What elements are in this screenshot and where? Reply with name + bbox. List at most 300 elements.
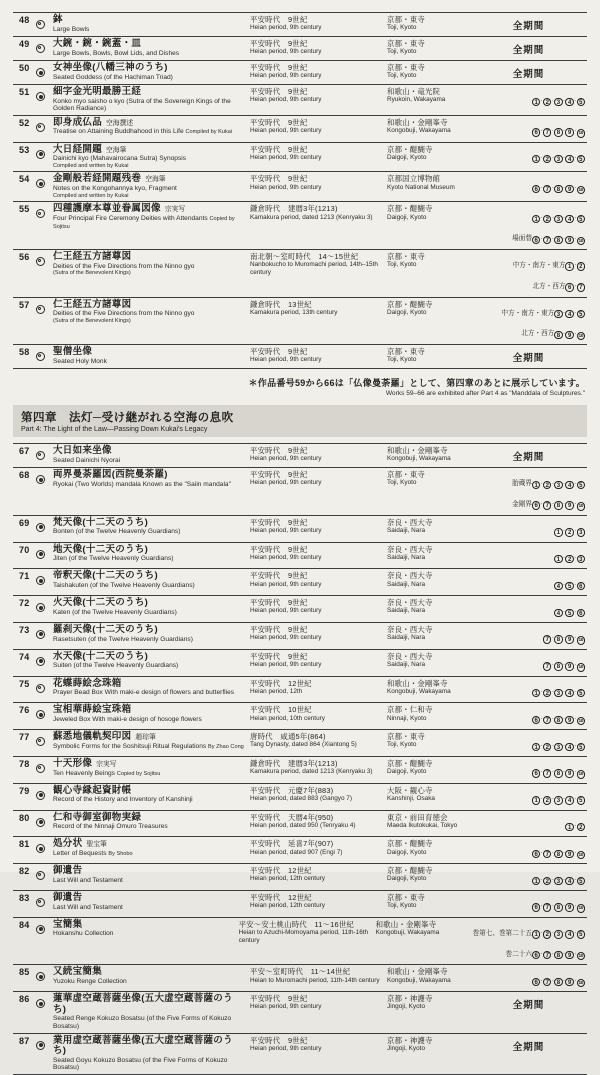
period-jp: 平安時代 9世紀 <box>250 117 308 127</box>
circled-number-6: 6 <box>532 128 540 136</box>
designation-mark-icon <box>36 920 53 939</box>
circle-mark-icon <box>36 550 45 559</box>
location-en: Kyoto National Museum <box>387 183 455 191</box>
circle-mark-icon <box>36 764 45 773</box>
designation-mark-icon <box>36 732 53 751</box>
circled-number-2: 2 <box>565 555 573 563</box>
circle-mark-icon <box>36 737 45 746</box>
period-column <box>250 813 387 830</box>
catalog-row <box>13 890 587 917</box>
catalog-row <box>13 249 587 297</box>
item-title-jp: 帝釈天像(十二天のうち) <box>53 570 158 582</box>
item-number: 87 <box>19 1035 30 1046</box>
designation-mark-icon <box>36 446 53 465</box>
item-title-note-en: Copied by Sojitsu <box>53 216 235 230</box>
circled-number-10: 10 <box>578 665 584 671</box>
item-title-block <box>53 204 250 230</box>
period-column <box>250 446 387 463</box>
exhibition-prefix: 胎蔵界 <box>512 480 532 488</box>
exhibition-prefix: 北方・西方 <box>521 330 555 338</box>
item-title-jp: 女神坐像(八幡三神のうち) <box>53 62 168 73</box>
location-jp: 京都・醍醐寺 <box>387 299 433 309</box>
period-jp: 鎌倉時代 建暦3年(1213) <box>250 204 338 214</box>
exhibition-period-line: 北方・西方 8 · 9 · 10 <box>521 330 584 339</box>
exhibition-period-line: 巻第七、巻第二十五 1 · 2 · 3 · 4 · 5 <box>473 921 585 942</box>
location-jp: 奈良・西大寺 <box>387 598 433 608</box>
period-column <box>250 15 387 32</box>
circled-number-6: 6 <box>577 609 585 617</box>
circled-number-1: 1 <box>532 689 540 697</box>
period-column <box>250 470 387 487</box>
circled-number-2: 2 <box>577 823 585 831</box>
exhibition-periods <box>484 300 587 343</box>
exhibition-periods <box>484 571 587 593</box>
location-jp: 京都国立博物館 <box>387 174 441 184</box>
circle-mark-icon <box>36 630 45 639</box>
catalog-row <box>13 836 587 863</box>
period-jp: 平安時代 9世紀 <box>250 651 308 661</box>
circle-mark-icon <box>36 898 45 907</box>
period-en: Heian period, 12th <box>250 687 303 695</box>
period-column <box>250 994 387 1011</box>
circled-number-10: 10 <box>578 333 584 339</box>
circled-number-1: 1 <box>532 877 540 885</box>
circled-number-3: 3 <box>554 481 562 489</box>
period-jp: 平安時代 9世紀 <box>250 15 308 24</box>
location-column <box>387 15 484 32</box>
item-title-annotation-jp: 空海筆 <box>145 176 166 184</box>
location-en: Kongobuji, Wakayama <box>387 687 451 695</box>
period-jp: 平安時代 9世紀 <box>250 446 308 456</box>
exhibition-period-line: 6 · 7 · 8 · 9 · 10 <box>484 706 585 727</box>
item-number: 55 <box>19 204 30 215</box>
catalog-row <box>13 142 587 172</box>
item-title-en: Treatise on Attaining Buddhahood in this Life <box>53 128 184 136</box>
circled-number-4: 4 <box>565 155 573 163</box>
exhibition-all-periods-label: 全期間 <box>512 353 545 365</box>
circled-number-9: 9 <box>565 128 573 136</box>
item-title-en: Seated Goyu Kokuzo Bosatsu (of the Five Forms of Kokuzo Bosatsu) <box>53 1056 228 1072</box>
period-column <box>250 652 387 669</box>
location-jp: 京都・醍醐寺 <box>387 866 433 876</box>
location-column <box>387 87 484 104</box>
period-column <box>250 866 387 883</box>
exhibition-all-periods-label: 全期間 <box>512 452 545 464</box>
period-en: Tang Dynasty, dated 864 (Xiantong 5) <box>250 741 357 749</box>
item-number: 71 <box>19 571 30 582</box>
exhibition-periods <box>484 252 587 295</box>
circle-mark-icon <box>36 818 45 827</box>
period-en: Kamakura period, dated 1213 (Kenryaku 3) <box>250 213 373 221</box>
designation-mark-icon <box>36 571 53 590</box>
circled-number-8: 8 <box>554 903 562 911</box>
location-column <box>387 679 484 696</box>
catalog-row <box>13 676 587 703</box>
location-column <box>387 63 484 80</box>
item-number: 86 <box>19 994 30 1005</box>
exhibition-periods <box>484 87 587 109</box>
circle-mark-icon <box>36 475 45 484</box>
period-en: Heian to Azuchi-Momoyama period, 11th-16th century <box>238 928 369 944</box>
designation-mark-icon <box>36 598 53 617</box>
exhibition-periods <box>484 893 587 915</box>
item-title-jp: 大鋺・鋺・鋺蓋・皿 <box>53 38 142 49</box>
period-en: Heian period, 12th century <box>250 875 325 883</box>
item-number: 74 <box>19 651 30 662</box>
item-title-annotation-jp: 宗実写 <box>96 760 117 768</box>
circled-number-10: 10 <box>578 504 584 510</box>
item-title-annotation-jp: 宗実写 <box>164 206 186 214</box>
circled-number-2: 2 <box>543 215 551 223</box>
period-en: Heian period, 9th century <box>250 96 322 104</box>
item-title-en: Prayer Bead Box With maki-e design of flowers and butterflies <box>53 689 235 697</box>
catalog-row <box>13 702 587 729</box>
circled-number-10: 10 <box>578 638 584 644</box>
circled-number-5: 5 <box>577 743 585 751</box>
circled-number-7: 7 <box>543 236 551 244</box>
designation-mark-icon <box>36 145 53 164</box>
location-jp: 奈良・西大寺 <box>387 517 433 527</box>
circled-number-4: 4 <box>565 877 573 885</box>
circled-number-1: 1 <box>565 823 573 831</box>
location-column <box>387 571 484 588</box>
circled-number-2: 2 <box>543 98 551 106</box>
period-column <box>250 87 387 104</box>
circled-number-1: 1 <box>554 528 562 536</box>
circled-number-6: 6 <box>532 716 540 724</box>
item-number: 72 <box>19 598 30 609</box>
catalog-row <box>13 171 587 201</box>
circled-number-9: 9 <box>565 236 573 244</box>
item-title-block <box>53 446 250 464</box>
catalog-row <box>13 622 587 649</box>
circled-number-8: 8 <box>554 128 562 136</box>
location-jp: 京都・東寺 <box>387 892 425 902</box>
circled-number-4: 4 <box>565 215 573 223</box>
location-column <box>387 967 484 984</box>
item-title-en: Suiten (of the Twelve Heavenly Guardians) <box>53 662 179 670</box>
item-number: 67 <box>19 446 30 457</box>
item-title-block <box>53 598 250 616</box>
exhibition-period-line: 1 · 2 · 3 · 4 · 5 <box>484 787 585 808</box>
location-en: Saidaiji, Nara <box>387 634 426 642</box>
item-title-block <box>53 145 250 170</box>
item-title-block <box>53 174 250 199</box>
exhibition-prefix: 巻二十六 <box>505 950 532 958</box>
exhibition-period-line: 胎蔵界 1 · 2 · 3 · 4 · 5 <box>484 471 585 492</box>
period-jp: 平安時代 9世紀 <box>250 87 308 96</box>
item-title-jp: 宝相華蒔絵宝珠箱 <box>53 704 132 716</box>
catalog-row <box>13 515 587 542</box>
circle-mark-icon <box>36 123 45 132</box>
item-number: 49 <box>19 39 30 49</box>
exhibition-period-line: 4 · 5 · 6 <box>484 572 585 593</box>
circle-mark-icon <box>36 209 45 218</box>
item-title-jp: 地天像(十二天のうち) <box>53 543 149 555</box>
catalog-row <box>13 991 587 1032</box>
exhibition-periods <box>484 545 587 567</box>
circled-number-1: 1 <box>532 796 540 804</box>
location-en: Saidaiji, Nara <box>387 527 426 535</box>
item-title-en: Deities of the Five Directions from the Ninno gyo <box>53 310 195 318</box>
item-title-line3: Compiled and written by Kukai <box>53 162 129 169</box>
circled-number-9: 9 <box>565 716 573 724</box>
location-column <box>387 300 484 317</box>
period-column <box>250 571 387 588</box>
circled-number-6: 6 <box>565 283 573 291</box>
period-jp: 南北朝～室町時代 14～15世紀 <box>250 251 359 261</box>
designation-mark-icon <box>36 545 53 564</box>
location-column <box>387 174 484 191</box>
period-jp: 平安時代 9世紀 <box>250 517 308 527</box>
designation-mark-icon <box>36 813 53 832</box>
period-en: Heian period, 9th century <box>250 24 322 32</box>
circle-mark-icon <box>36 451 45 460</box>
designation-mark-icon <box>36 705 53 724</box>
period-column <box>250 732 387 749</box>
relocation-note <box>13 376 585 397</box>
location-en: Toji, Kyoto <box>387 72 417 80</box>
circled-number-3: 3 <box>554 689 562 697</box>
item-number: 54 <box>19 174 30 185</box>
location-en: Toji, Kyoto <box>387 24 417 32</box>
item-number: 79 <box>19 785 30 796</box>
exhibition-periods <box>484 145 587 167</box>
item-number: 83 <box>19 892 30 903</box>
circled-number-10: 10 <box>578 131 584 137</box>
item-title-jp: 観心寺縁起資財帳 <box>53 784 132 796</box>
period-column <box>250 839 387 856</box>
exhibition-all-periods-label: 全期間 <box>512 21 545 32</box>
designation-mark-icon <box>36 470 53 489</box>
period-en: Nanbokucho to Muromachi period, 14th–15th century <box>250 261 378 276</box>
location-column <box>387 732 484 749</box>
exhibition-period-line: 1 · 2 · 3 · 4 · 5 <box>484 88 585 109</box>
item-title-block <box>53 920 239 938</box>
location-column <box>387 786 484 803</box>
exhibition-prefix: 中方・南方・東方 <box>512 261 566 269</box>
circled-number-5: 5 <box>577 481 585 489</box>
item-title-en: Four Principal Fire Ceremony Deities with Attendants <box>53 215 208 223</box>
location-jp: 奈良・西大寺 <box>387 624 433 634</box>
item-title-jp: 金剛般若経開題残巻 <box>53 173 142 185</box>
designation-mark-icon <box>36 300 53 319</box>
item-title-block <box>53 571 250 589</box>
exhibition-period-line: 1 · 2 · 3 <box>484 546 585 567</box>
circled-number-4: 4 <box>565 310 573 318</box>
location-jp: 奈良・西大寺 <box>387 651 433 661</box>
item-title-jp: 業用虚空蔵菩薩坐像(五大虚空蔵菩薩のうち) <box>53 1034 233 1057</box>
circled-number-8: 8 <box>554 331 562 339</box>
designation-mark-icon <box>36 174 53 193</box>
period-column <box>250 145 387 162</box>
period-jp: 平安時代 9世紀 <box>250 1035 308 1045</box>
item-number: 80 <box>19 812 30 823</box>
part4-title-jp: 第四章 法灯─受け継がれる空海の息吹 <box>21 412 234 425</box>
period-column <box>250 679 387 696</box>
location-jp: 和歌山・金剛峯寺 <box>387 446 448 456</box>
circle-mark-icon <box>36 44 45 53</box>
designation-mark-icon <box>36 839 53 858</box>
item-title-block <box>53 759 250 777</box>
period-column <box>250 204 387 221</box>
location-column <box>387 598 484 615</box>
item-title-jp: 御遺告 <box>53 865 83 877</box>
location-column <box>387 118 484 135</box>
exhibition-periods <box>484 174 587 196</box>
item-title-en: Dainichi kyo (Mahavairocana Sutra) Synopsis <box>53 155 187 163</box>
circled-number-3: 3 <box>554 155 562 163</box>
catalog-row <box>13 344 587 368</box>
circled-number-10: 10 <box>578 772 584 778</box>
item-title-jp: 蓮華虚空蔵菩薩坐像(五大虚空蔵菩薩のうち) <box>53 993 233 1015</box>
exhibition-period-line: 6 · 7 · 8 · 9 · 10 <box>484 840 585 861</box>
designation-mark-icon <box>36 15 53 34</box>
circled-number-8: 8 <box>554 716 562 724</box>
item-title-note-en: By Zhao Cong <box>208 743 244 750</box>
period-jp: 平安時代 9世紀 <box>250 571 308 581</box>
period-en: Heian period, 9th century <box>250 72 322 80</box>
exhibition-prefix: 北方・西方 <box>532 282 566 290</box>
circled-number-2: 2 <box>543 155 551 163</box>
designation-mark-icon <box>36 994 53 1013</box>
circle-mark-icon <box>36 576 45 585</box>
period-en: Heian to Muromachi period, 11th-14th century <box>250 976 380 984</box>
catalog-row <box>13 756 587 783</box>
item-number: 56 <box>19 251 30 262</box>
exhibition-all-periods-label: 全期間 <box>512 45 545 56</box>
circled-number-5: 5 <box>577 215 585 223</box>
catalog-row <box>13 649 587 676</box>
item-title-annotation-jp: 趙琮筆 <box>135 734 156 742</box>
designation-mark-icon <box>36 652 53 671</box>
period-jp: 平安時代 10世紀 <box>250 705 312 715</box>
circled-number-2: 2 <box>543 930 551 938</box>
exhibition-prefix: 巻第七、巻第二十五 <box>472 929 532 937</box>
item-title-block <box>53 625 250 643</box>
relocation-note-jp: ＊作品番号59から66は「仏像曼荼羅」として、第四章のあとに展示しています。 <box>248 378 585 389</box>
circle-mark-icon <box>36 257 45 266</box>
location-en: Kongobuji, Wakayama <box>375 928 440 936</box>
exhibition-period-line: 場面替 6 · 7 · 8 · 9 · 10 <box>512 235 584 244</box>
item-number: 70 <box>19 544 30 555</box>
exhibition-periods <box>484 204 587 247</box>
exhibition-periods <box>484 967 587 989</box>
item-title-jp: 処分状 <box>53 838 83 850</box>
circled-number-2: 2 <box>543 689 551 697</box>
circled-number-9: 9 <box>565 331 573 339</box>
circle-mark-icon <box>36 179 45 188</box>
circled-number-8: 8 <box>554 978 562 986</box>
item-title-annotation-jp: 空海撰述 <box>106 119 134 127</box>
circle-mark-icon <box>36 603 45 612</box>
circled-number-9: 9 <box>565 850 573 858</box>
circle-mark-icon <box>36 657 45 666</box>
location-jp: 和歌山・金剛峯寺 <box>387 967 448 977</box>
location-en: Toji, Kyoto <box>387 479 417 487</box>
circled-number-1: 1 <box>532 215 540 223</box>
circled-number-4: 4 <box>565 481 573 489</box>
circled-number-6: 6 <box>577 582 585 590</box>
exhibition-periods <box>484 786 587 808</box>
location-jp: 奈良・西大寺 <box>387 544 433 554</box>
location-en: Ryukoin, Wakayama <box>387 96 446 104</box>
item-title-note-en: Copied by Sojitsu <box>116 770 161 777</box>
period-column <box>250 967 387 984</box>
item-title-jp: 鉢 <box>53 14 63 25</box>
location-en: Saidaiji, Nara <box>387 580 426 588</box>
exhibition-periods <box>484 866 587 888</box>
item-title-en: Seated Renge Kokuzo Bosatsu (of the Five Forms of Kokuzo Bosatsu) <box>53 1015 232 1030</box>
period-jp: 鎌倉時代 建暦3年(1213) <box>250 758 338 768</box>
period-en: Heian period, 9th century <box>250 661 322 668</box>
location-jp: 和歌山・金剛峯寺 <box>387 117 448 127</box>
location-column <box>387 446 484 463</box>
designation-mark-icon <box>36 893 53 912</box>
circled-number-7: 7 <box>543 850 551 858</box>
period-en: Heian period, 9th century <box>250 153 322 161</box>
circle-mark-icon <box>36 710 45 719</box>
relocation-note-en: Works 59–66 are exhibited after Part 4 as "Manddala of Sculptures." <box>385 390 585 398</box>
circled-number-10: 10 <box>578 187 584 193</box>
exhibition-periods <box>484 347 587 366</box>
circled-number-7: 7 <box>543 128 551 136</box>
location-en: Toji, Kyoto <box>387 741 417 749</box>
exhibition-period-line: 1 · 2 · 3 · 4 · 5 <box>484 146 585 167</box>
location-jp: 大阪・観心寺 <box>387 785 433 795</box>
period-en: Heian period, 9th century <box>250 356 322 364</box>
period-en: Heian period, 9th century <box>250 479 322 487</box>
location-jp: 京都・醍醐寺 <box>387 204 433 214</box>
circled-number-6: 6 <box>532 236 540 244</box>
circled-number-9: 9 <box>565 978 573 986</box>
circled-number-5: 5 <box>577 155 585 163</box>
location-en: Kanshinji, Osaka <box>387 794 435 802</box>
item-title-en: Seated Dainichi Nyorai <box>53 456 121 464</box>
exhibition-period-line: 金剛界 6 · 7 · 8 · 9 · 10 <box>512 500 584 510</box>
location-en: Saidaiji, Nara <box>387 553 426 561</box>
location-en: Saidaiji, Nara <box>387 607 426 615</box>
item-title-jp: 仁王経五方諸尊図 <box>53 250 132 262</box>
circled-number-2: 2 <box>565 528 573 536</box>
item-title-jp: 羅刹天像(十二天のうち) <box>53 623 158 635</box>
exhibition-period-line: 6 · 7 · 8 · 9 · 10 <box>484 175 585 196</box>
period-en: Kamakura period, dated 1213 (Kenryaku 3) <box>250 768 373 776</box>
circled-number-6: 6 <box>532 850 540 858</box>
item-title-jp: 水天像(十二天のうち) <box>53 650 149 662</box>
location-jp: 京都・醍醐寺 <box>387 144 433 154</box>
item-title-block <box>53 15 250 33</box>
period-en: Heian period, 9th century <box>250 580 322 588</box>
period-en: Heian period, 9th century <box>250 634 322 642</box>
circled-number-8: 8 <box>554 635 562 643</box>
item-number: 57 <box>19 299 30 310</box>
period-jp: 平安時代 12世紀 <box>250 866 312 876</box>
exhibition-period-line: 中方・南方・東方 1 · 2 <box>484 253 585 274</box>
circled-number-7: 7 <box>543 903 551 911</box>
exhibition-periods <box>484 759 587 781</box>
location-jp: 京都・東寺 <box>387 347 425 357</box>
item-title-jp: 火天像(十二天のうち) <box>53 597 149 609</box>
catalog-row <box>13 36 587 60</box>
period-en: Heian period, 10th century <box>250 714 325 722</box>
designation-mark-icon <box>36 518 53 537</box>
item-title-block <box>53 866 250 884</box>
catalog-row <box>13 12 587 36</box>
period-column <box>250 518 387 535</box>
location-jp: 東京・前田育徳会 <box>387 812 448 822</box>
catalog-row <box>13 115 587 142</box>
